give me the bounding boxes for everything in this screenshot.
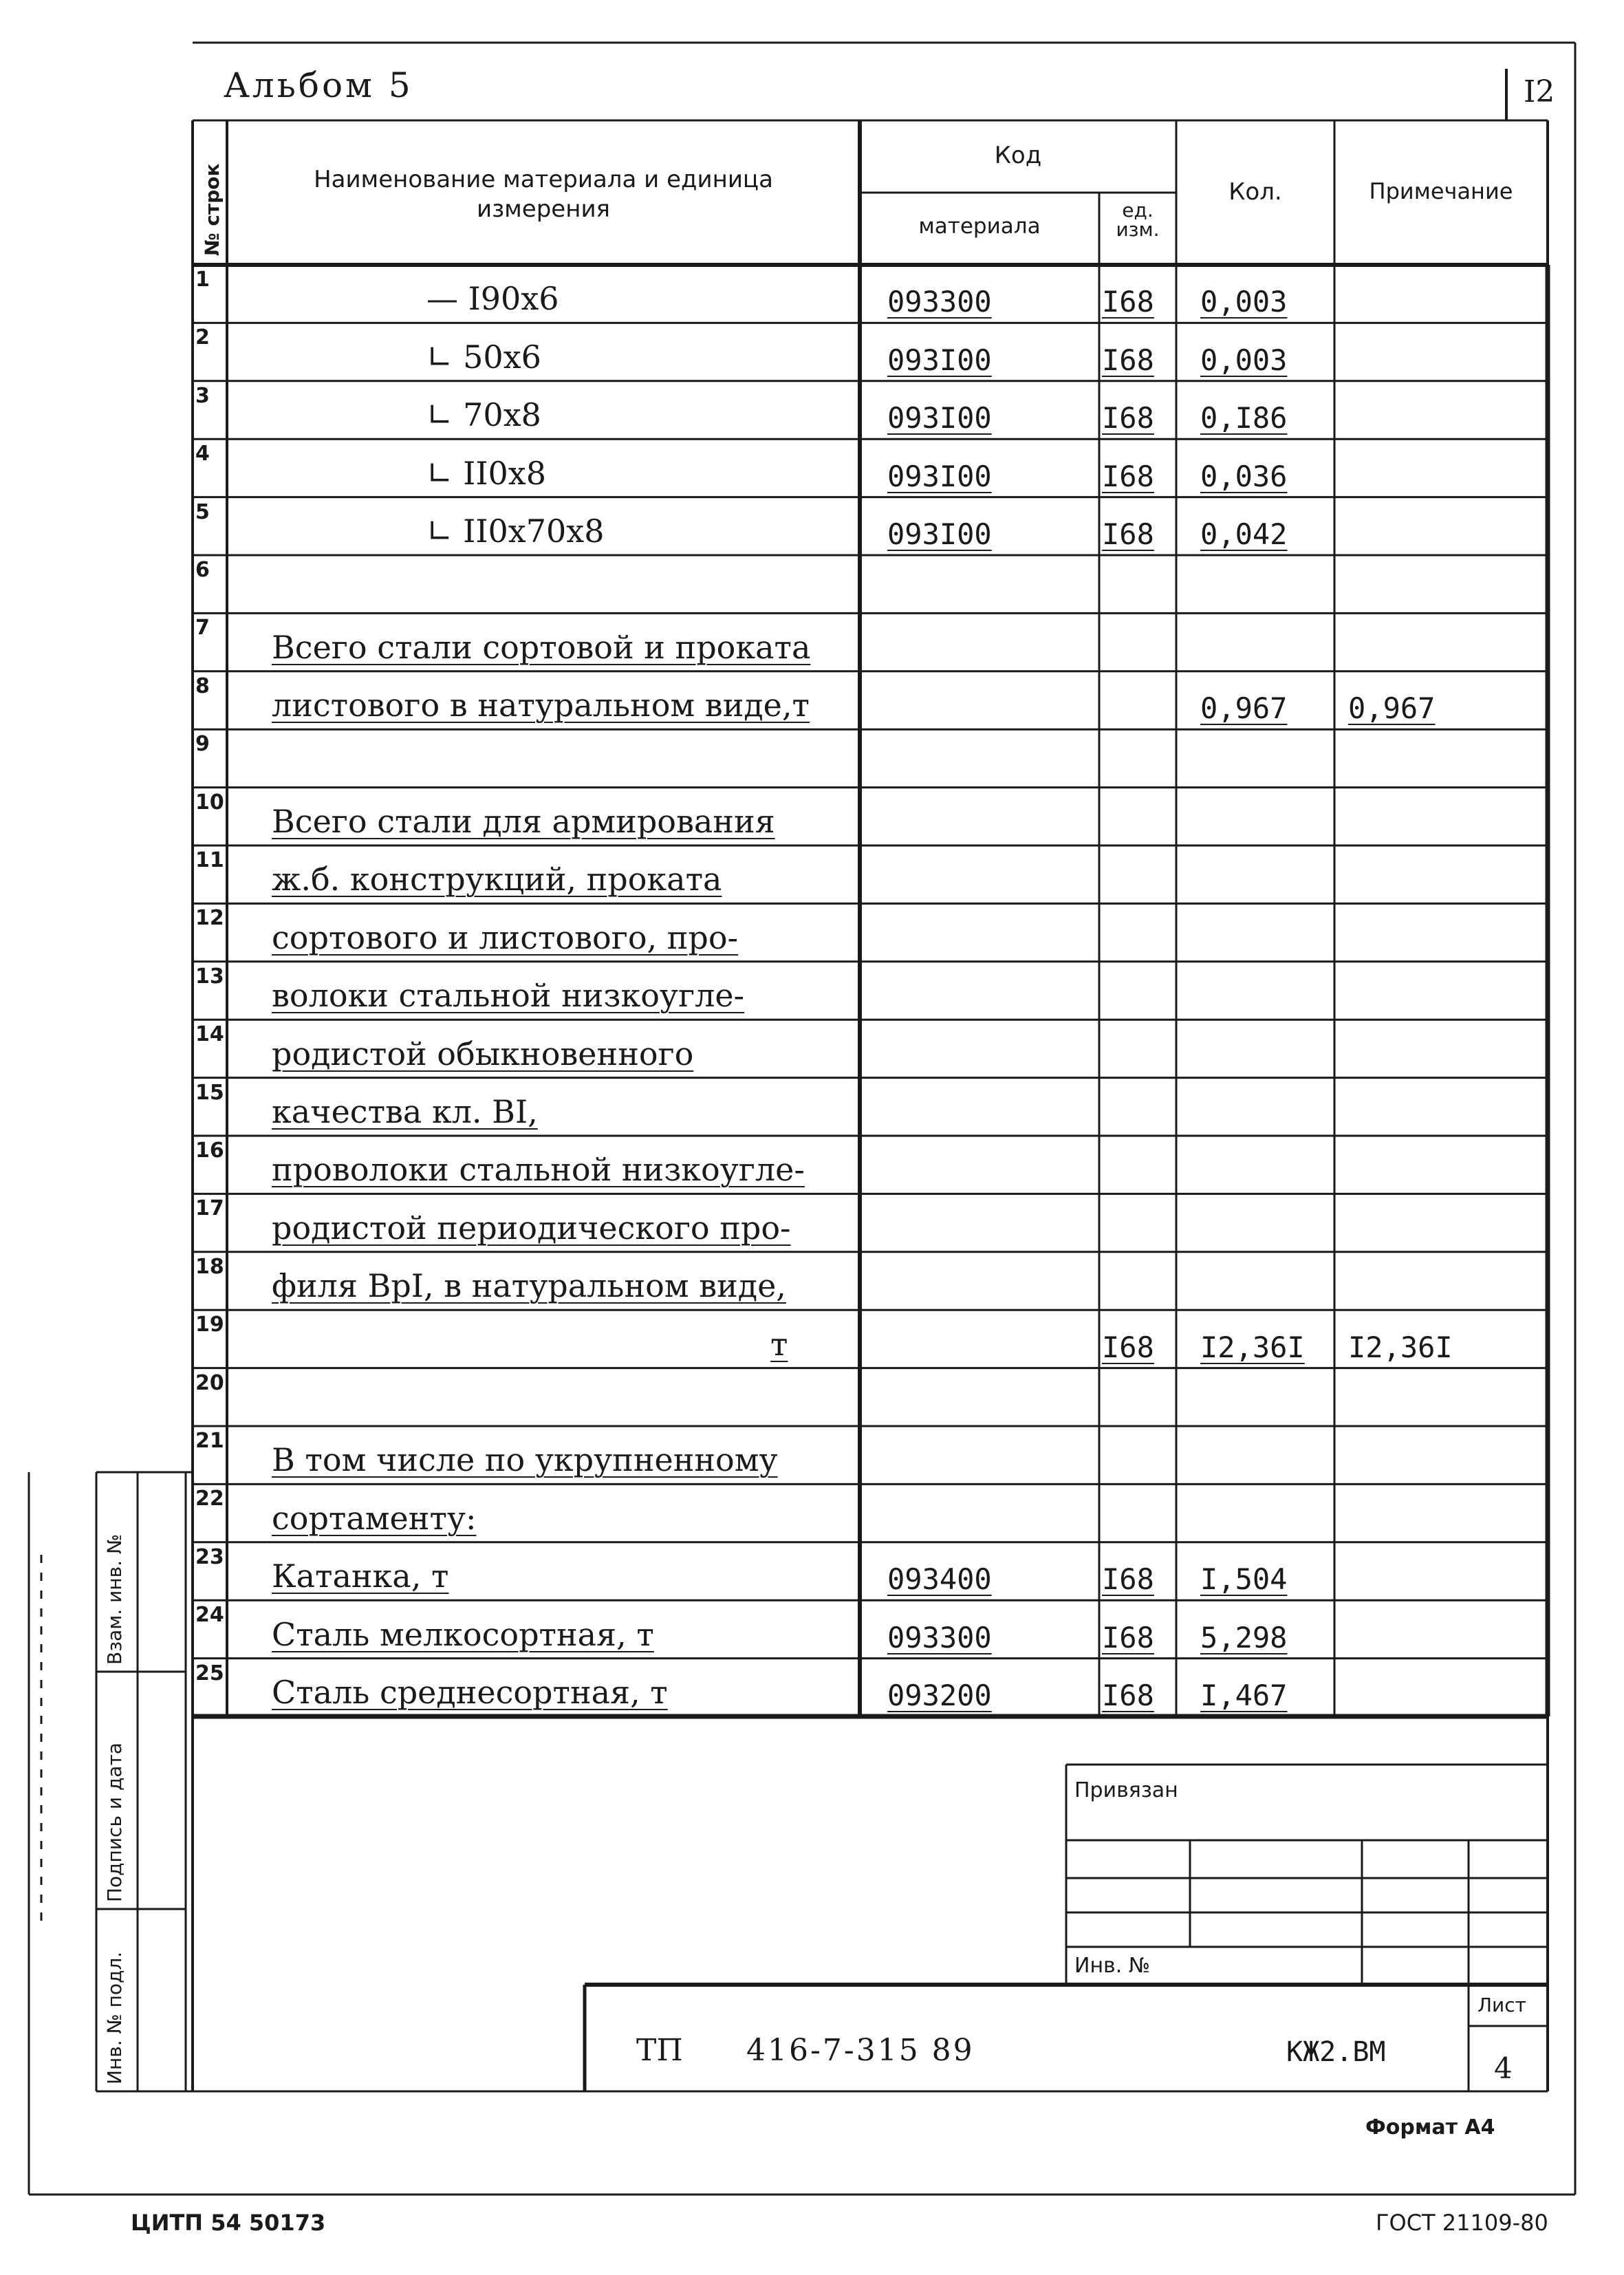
material-name: сортаменту:: [272, 1499, 477, 1537]
material-name: Сталь среднесортная, т: [272, 1673, 668, 1711]
material-name: ∟ II0x8: [426, 454, 546, 492]
footer-right: ГОСТ 21109-80: [1376, 2210, 1548, 2236]
unit-code: I68: [1102, 401, 1154, 435]
doc-prefix: ТП: [636, 2033, 683, 2068]
table-row: [0, 381, 1624, 439]
table-row: [0, 497, 1624, 555]
material-code: 093I00: [887, 459, 992, 493]
table-row: [0, 1484, 1624, 1542]
table-row: [0, 962, 1624, 1020]
table-row: [0, 613, 1624, 671]
sheet-number: 4: [1494, 2051, 1513, 2085]
row-number: 17: [195, 1196, 224, 1221]
quantity: 0,967: [1200, 691, 1288, 726]
table-row: [0, 1310, 1624, 1368]
material-name: т: [770, 1325, 788, 1363]
row-number: 15: [195, 1080, 224, 1105]
table-row: [0, 439, 1624, 497]
material-name: филя BpI, в натуральном виде,: [272, 1267, 786, 1305]
row-number: 21: [195, 1429, 224, 1453]
row-number: 19: [195, 1313, 224, 1337]
quantity: I,504: [1200, 1562, 1288, 1597]
privyazan-label: Привязан: [1074, 1778, 1178, 1802]
sheet-label: Лист: [1477, 1994, 1526, 2016]
row-number: 16: [195, 1139, 224, 1163]
material-code: 093I00: [887, 401, 992, 435]
row-number: 13: [195, 964, 224, 989]
row-number: 7: [195, 616, 210, 640]
material-name: ж.б. конструкций, проката: [272, 861, 722, 898]
row-number: 5: [195, 499, 210, 524]
table-row: [0, 1136, 1624, 1194]
stamp-inv-podl: Инв. № подл.: [103, 1951, 126, 2084]
table-row: [0, 903, 1624, 961]
material-code: 093I00: [887, 517, 992, 551]
doc-code: КЖ2.ВМ: [1286, 2036, 1386, 2068]
row-number: 1: [195, 268, 210, 292]
doc-number: 416-7-315 89: [746, 2033, 975, 2068]
footer-left: ЦИТП 54 50173: [131, 2210, 326, 2236]
row-number: 2: [195, 325, 210, 350]
table-row: [0, 845, 1624, 903]
stamp-podpis: Подпись и дата: [103, 1743, 126, 1902]
table-row: [0, 265, 1624, 323]
header-code-unit: ед. изм.: [1116, 199, 1160, 241]
table-row: [0, 555, 1624, 613]
material-code: 093400: [887, 1562, 992, 1597]
table-row: [0, 1368, 1624, 1426]
header-code-material: материала: [918, 214, 1041, 239]
material-code: 093I00: [887, 343, 992, 377]
quantity: 0,036: [1200, 459, 1288, 493]
unit-code: I68: [1102, 1620, 1154, 1654]
row-number: 22: [195, 1487, 224, 1511]
row-number: 24: [195, 1603, 224, 1628]
row-number: 14: [195, 1022, 224, 1047]
material-name: Сталь мелкосортная, т: [272, 1615, 654, 1653]
table-row: [0, 788, 1624, 845]
material-name: листового в натуральном виде,т: [272, 687, 810, 724]
material-name: проволоки стальной низкоугле-: [272, 1151, 805, 1189]
stamp-vzam: Взам. инв. №: [103, 1533, 126, 1665]
table-row: [0, 1426, 1624, 1484]
row-number: 4: [195, 442, 210, 466]
row-number: 18: [195, 1254, 224, 1279]
quantity: 5,298: [1200, 1620, 1288, 1654]
table-row: [0, 1078, 1624, 1136]
row-number: 3: [195, 383, 210, 408]
row-number: 11: [195, 848, 224, 872]
quantity: I2,36I: [1200, 1330, 1305, 1364]
album-label: Альбом 5: [224, 65, 413, 105]
row-number: 6: [195, 558, 210, 582]
inv-no-label: Инв. №: [1074, 1954, 1151, 1978]
unit-code: I68: [1102, 459, 1154, 493]
material-code: 093300: [887, 1620, 992, 1654]
material-name: В том числе по укрупненному: [272, 1441, 778, 1479]
table-row: [0, 1659, 1624, 1716]
header-qty: Кол.: [1228, 178, 1282, 206]
quantity: 0,003: [1200, 343, 1288, 377]
page-number: I2: [1524, 74, 1555, 109]
table-row: [0, 1194, 1624, 1251]
material-name: родистой обыкновенного: [272, 1035, 694, 1072]
material-name: ∟ II0x70x8: [426, 512, 605, 550]
header-code-group: Код: [994, 142, 1042, 169]
material-name: Катанка, т: [272, 1557, 449, 1595]
material-name: родистой периодического про-: [272, 1209, 791, 1247]
format-label: Формат A4: [1365, 2115, 1495, 2139]
unit-code: I68: [1102, 285, 1154, 319]
unit-code: I68: [1102, 1330, 1154, 1364]
table-row: [0, 1252, 1624, 1310]
row-number: 10: [195, 790, 224, 815]
material-name: Всего стали для армирования: [272, 802, 775, 840]
quantity: 0,042: [1200, 517, 1288, 551]
row-number: 8: [195, 673, 210, 698]
note: I2,36I: [1348, 1330, 1453, 1364]
material-name: Всего стали сортовой и проката: [272, 628, 811, 666]
row-number: 9: [195, 732, 210, 757]
table-row: [0, 323, 1624, 380]
header-row-number: № строк: [201, 163, 224, 256]
unit-code: I68: [1102, 343, 1154, 377]
unit-code: I68: [1102, 1678, 1154, 1712]
table-row: [0, 1542, 1624, 1600]
row-number: 25: [195, 1661, 224, 1685]
table-row: [0, 1600, 1624, 1658]
quantity: I,467: [1200, 1678, 1288, 1712]
unit-code: I68: [1102, 1562, 1154, 1597]
table-row: [0, 671, 1624, 729]
material-code: 093300: [887, 285, 992, 319]
material-code: 093200: [887, 1678, 992, 1712]
header-note: Примечание: [1369, 178, 1513, 204]
table-row: [0, 1020, 1624, 1077]
quantity: 0,I86: [1200, 401, 1288, 435]
note: 0,967: [1348, 691, 1436, 726]
material-name: качества кл. BI,: [272, 1092, 538, 1130]
row-number: 23: [195, 1544, 224, 1569]
material-name: сортового и листового, про-: [272, 918, 739, 956]
unit-code: I68: [1102, 517, 1154, 551]
material-name: ∟ 50x6: [426, 338, 541, 376]
header-name: Наименование материала и единица измерения: [314, 166, 773, 223]
row-number: 12: [195, 906, 224, 931]
row-number: 20: [195, 1370, 224, 1395]
table-row: [0, 729, 1624, 787]
material-name: — I90x6: [426, 280, 559, 318]
quantity: 0,003: [1200, 285, 1288, 319]
material-name: ∟ 70x8: [426, 396, 541, 434]
material-name: волоки стальной низкоугле-: [272, 977, 745, 1015]
